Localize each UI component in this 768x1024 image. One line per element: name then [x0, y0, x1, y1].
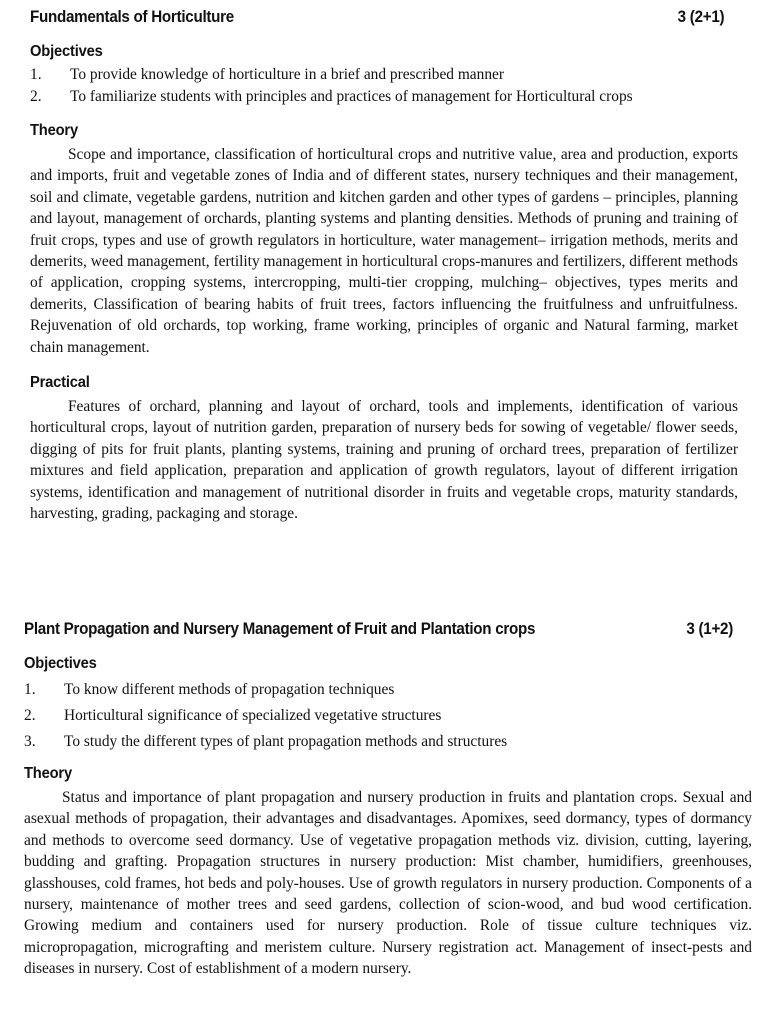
objectives-heading: Objectives: [30, 43, 103, 60]
objective-number: 2.: [30, 88, 42, 105]
objective-number: 1.: [30, 66, 42, 83]
course-title: Plant Propagation and Nursery Management of Fruit and Plantation crops: [24, 620, 536, 638]
objectives-list: [30, 64, 738, 108]
theory-paragraph: Scope and importance, classification of horticultural crops and nutritive value, area and production, exports and imports, fruit and vegetable zones of India and of different states, nursery techniques and their management, soil and climate, vegetable gardens, nutrition and kitchen garden and other types of gardens – principles, planning and layout, management of orchards, planting systems and planting densities. Methods of pruning and training of fruit crops, types and use of growth regulators in horticulture, water management– irrigation methods, merits and demerits, weed management, fertility management in horticultural crops-manures and fertilizers, different methods of application, cropping systems, intercropping, multi-tier cropping, mulching– objectives, types merits and demerits, Classification of bearing habits of fruit trees, factors influencing the fruitfulness and unfruitfulness. Rejuvenation of old orchards, top working, frame working, principles of organic and Natural farming, market chain management.: [30, 146, 738, 356]
objective-item: [24, 677, 752, 703]
course-fundamentals-horticulture: [30, 8, 738, 525]
objective-text: To study the different types of plant propagation methods and structures: [64, 733, 508, 750]
course-credits: 3 (1+2): [686, 620, 733, 638]
course-credits: 3 (2+1): [677, 8, 725, 26]
theory-heading: Theory: [24, 765, 72, 782]
practical-heading: Practical: [30, 374, 90, 392]
objectives-list: [24, 677, 752, 755]
theory-heading: Theory: [30, 122, 78, 139]
course-title: Fundamentals of Horticulture: [30, 8, 234, 26]
objective-number: 2.: [24, 707, 36, 724]
objective-text: To provide knowledge of horticulture in a brief and prescribed manner: [70, 66, 504, 83]
objective-text: To know different methods of propagation techniques: [64, 681, 395, 698]
objective-number: 1.: [24, 681, 36, 698]
objectives-heading: Objectives: [24, 655, 97, 672]
objective-item: [30, 86, 738, 108]
objective-text: Horticultural significance of specialized vegetative structures: [64, 707, 442, 724]
objective-item: [24, 703, 752, 729]
objective-item: [30, 64, 738, 86]
theory-paragraph: Status and importance of plant propagation and nursery production in fruits and plantation crops. Sexual and asexual methods of propagation, their advantages and disadvantages. Apomixes, seed dormancy, types of dormancy and methods to overcome seed dormancy. Use of vegetative propagation methods viz. division, cutting, layering, budding and grafting. Propagation structures in nursery production: Mist chamber, humidifiers, greenhouses, glasshouses, cold frames, hot beds and poly-houses. Use of growth regulators in nursery production. Components of a nursery, maintenance of mother trees and seed gardens, collection of scion-wood, and bud wood certification. Growing medium and containers used for nursery production. Role of tissue culture techniques viz. micropropagation, micrografting and meristem culture. Nursery registration act. Management of insect-pests and diseases in nursery. Cost of establishment of a modern nursery.: [24, 789, 752, 978]
course-plant-propagation: [24, 620, 752, 980]
objective-item: [24, 729, 752, 755]
course-header: [24, 620, 751, 639]
objective-number: 3.: [24, 733, 36, 750]
course-header: [30, 8, 737, 27]
objective-text: To familiarize students with principles and practices of management for Horticultural crops: [70, 88, 633, 105]
practical-paragraph: Features of orchard, planning and layout of orchard, tools and implements, identification of various horticultural crops, layout of nutrition garden, preparation of nursery beds for sowing of vegetable/ flower seeds, digging of pits for fruit plants, planting systems, training and pruning of orchard trees, preparation of fertilizer mixtures and field application, preparation and application of growth regulators, layout of different irrigation systems, identification and management of nutritional disorder in fruits and vegetable crops, maturity standards, harvesting, grading, packaging and storage.: [30, 398, 738, 523]
